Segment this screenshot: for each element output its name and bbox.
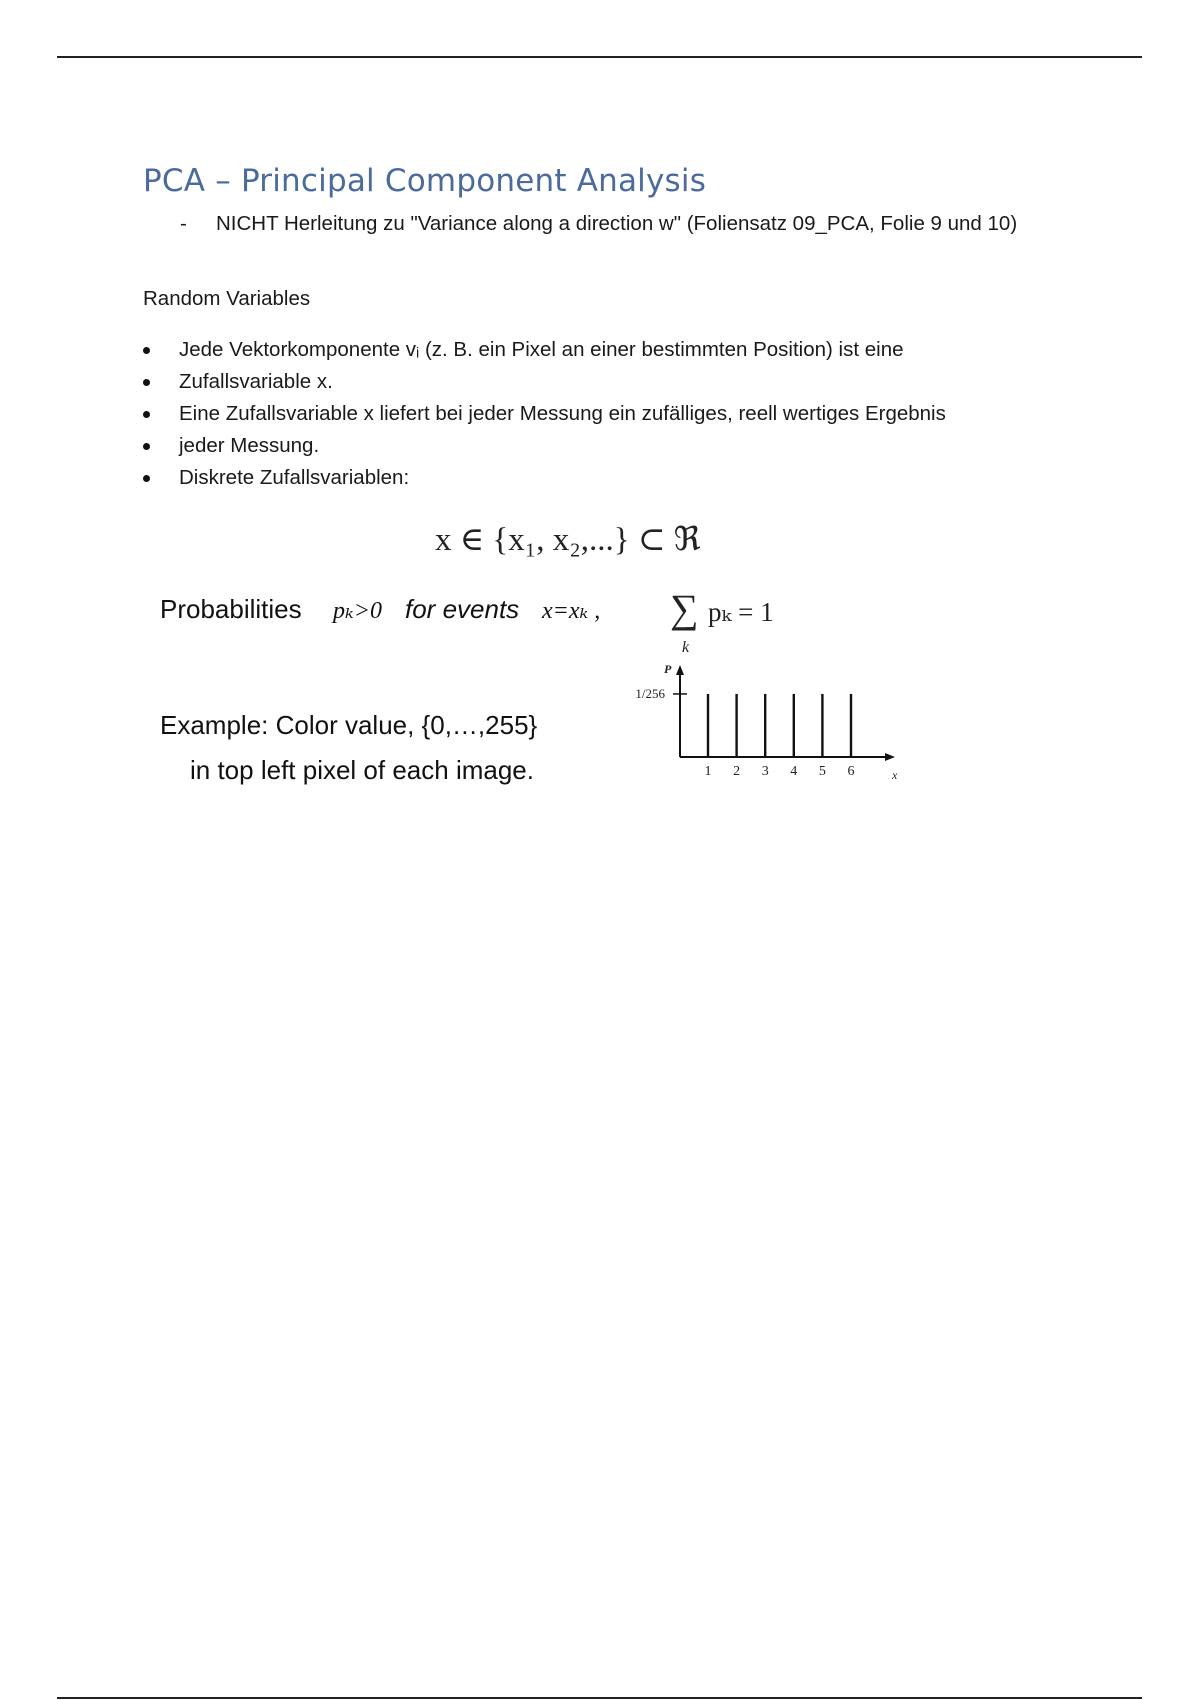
example-line-2: in top left pixel of each image. xyxy=(190,755,534,785)
sum-index: k xyxy=(682,639,690,656)
x-tick-label: 4 xyxy=(790,764,798,779)
section-heading: Random Variables xyxy=(143,287,311,310)
x-tick-label: 3 xyxy=(761,764,769,779)
note-text: NICHT Herleitung zu "Variance along a direction w" (Foliensatz 09_PCA, Folie 9 und 10) xyxy=(216,212,1018,235)
header-rule xyxy=(57,56,1142,58)
x-tick-label: 5 xyxy=(818,764,826,779)
probabilities-label: Probabilities xyxy=(160,594,302,624)
list-item-text: Zufallsvariable x. xyxy=(179,370,333,393)
x-axis-label: x xyxy=(892,768,898,782)
event-expression: x=xₖ , xyxy=(542,598,601,624)
list-item xyxy=(143,334,946,366)
y-tick-label: 1/256 xyxy=(635,685,665,701)
bullet-icon xyxy=(143,475,150,482)
slide-figure xyxy=(150,515,910,795)
page-title: PCA – Principal Component Analysis xyxy=(143,163,707,199)
probability-chart xyxy=(635,662,898,782)
set-formula: x ∈ {x₁, x₂,...} ⊂ ℜ xyxy=(435,522,701,558)
condition-pk: pₖ>0 xyxy=(333,598,382,624)
x-tick-label: 6 xyxy=(847,764,855,779)
list-item-text: jeder Messung. xyxy=(179,434,320,457)
y-axis-arrow-icon xyxy=(676,665,684,675)
for-events-label: for events xyxy=(405,594,520,624)
list-item xyxy=(143,366,946,398)
x-tick-label: 1 xyxy=(704,764,712,779)
list-item-text: Jede Vektorkomponente vᵢ (z. B. ein Pixel an einer bestimmten Position) ist eine xyxy=(179,338,904,361)
bullet-icon xyxy=(143,347,150,354)
list-item xyxy=(143,430,946,462)
footer-rule xyxy=(57,1697,1142,1699)
list-item xyxy=(143,462,946,494)
bullet-icon xyxy=(143,443,150,450)
sum-body: pₖ = 1 xyxy=(708,597,774,627)
y-axis-label: P xyxy=(664,662,672,676)
dash-marker: - xyxy=(180,212,187,235)
sum-symbol: ∑ xyxy=(670,586,699,631)
list-item xyxy=(143,398,946,430)
figure-svg xyxy=(150,515,910,795)
x-tick-label: 2 xyxy=(733,764,741,779)
bullet-icon xyxy=(143,379,150,386)
example-line-1: Example: Color value, {0,…,255} xyxy=(160,710,538,740)
list-item-text: Diskrete Zufallsvariablen: xyxy=(179,466,410,489)
list-item-text: Eine Zufallsvariable x liefert bei jeder Messung ein zufälliges, reell wertiges Ergebnis xyxy=(179,402,946,425)
bullet-list xyxy=(143,334,946,494)
x-axis-arrow-icon xyxy=(885,753,895,761)
bullet-icon xyxy=(143,411,150,418)
